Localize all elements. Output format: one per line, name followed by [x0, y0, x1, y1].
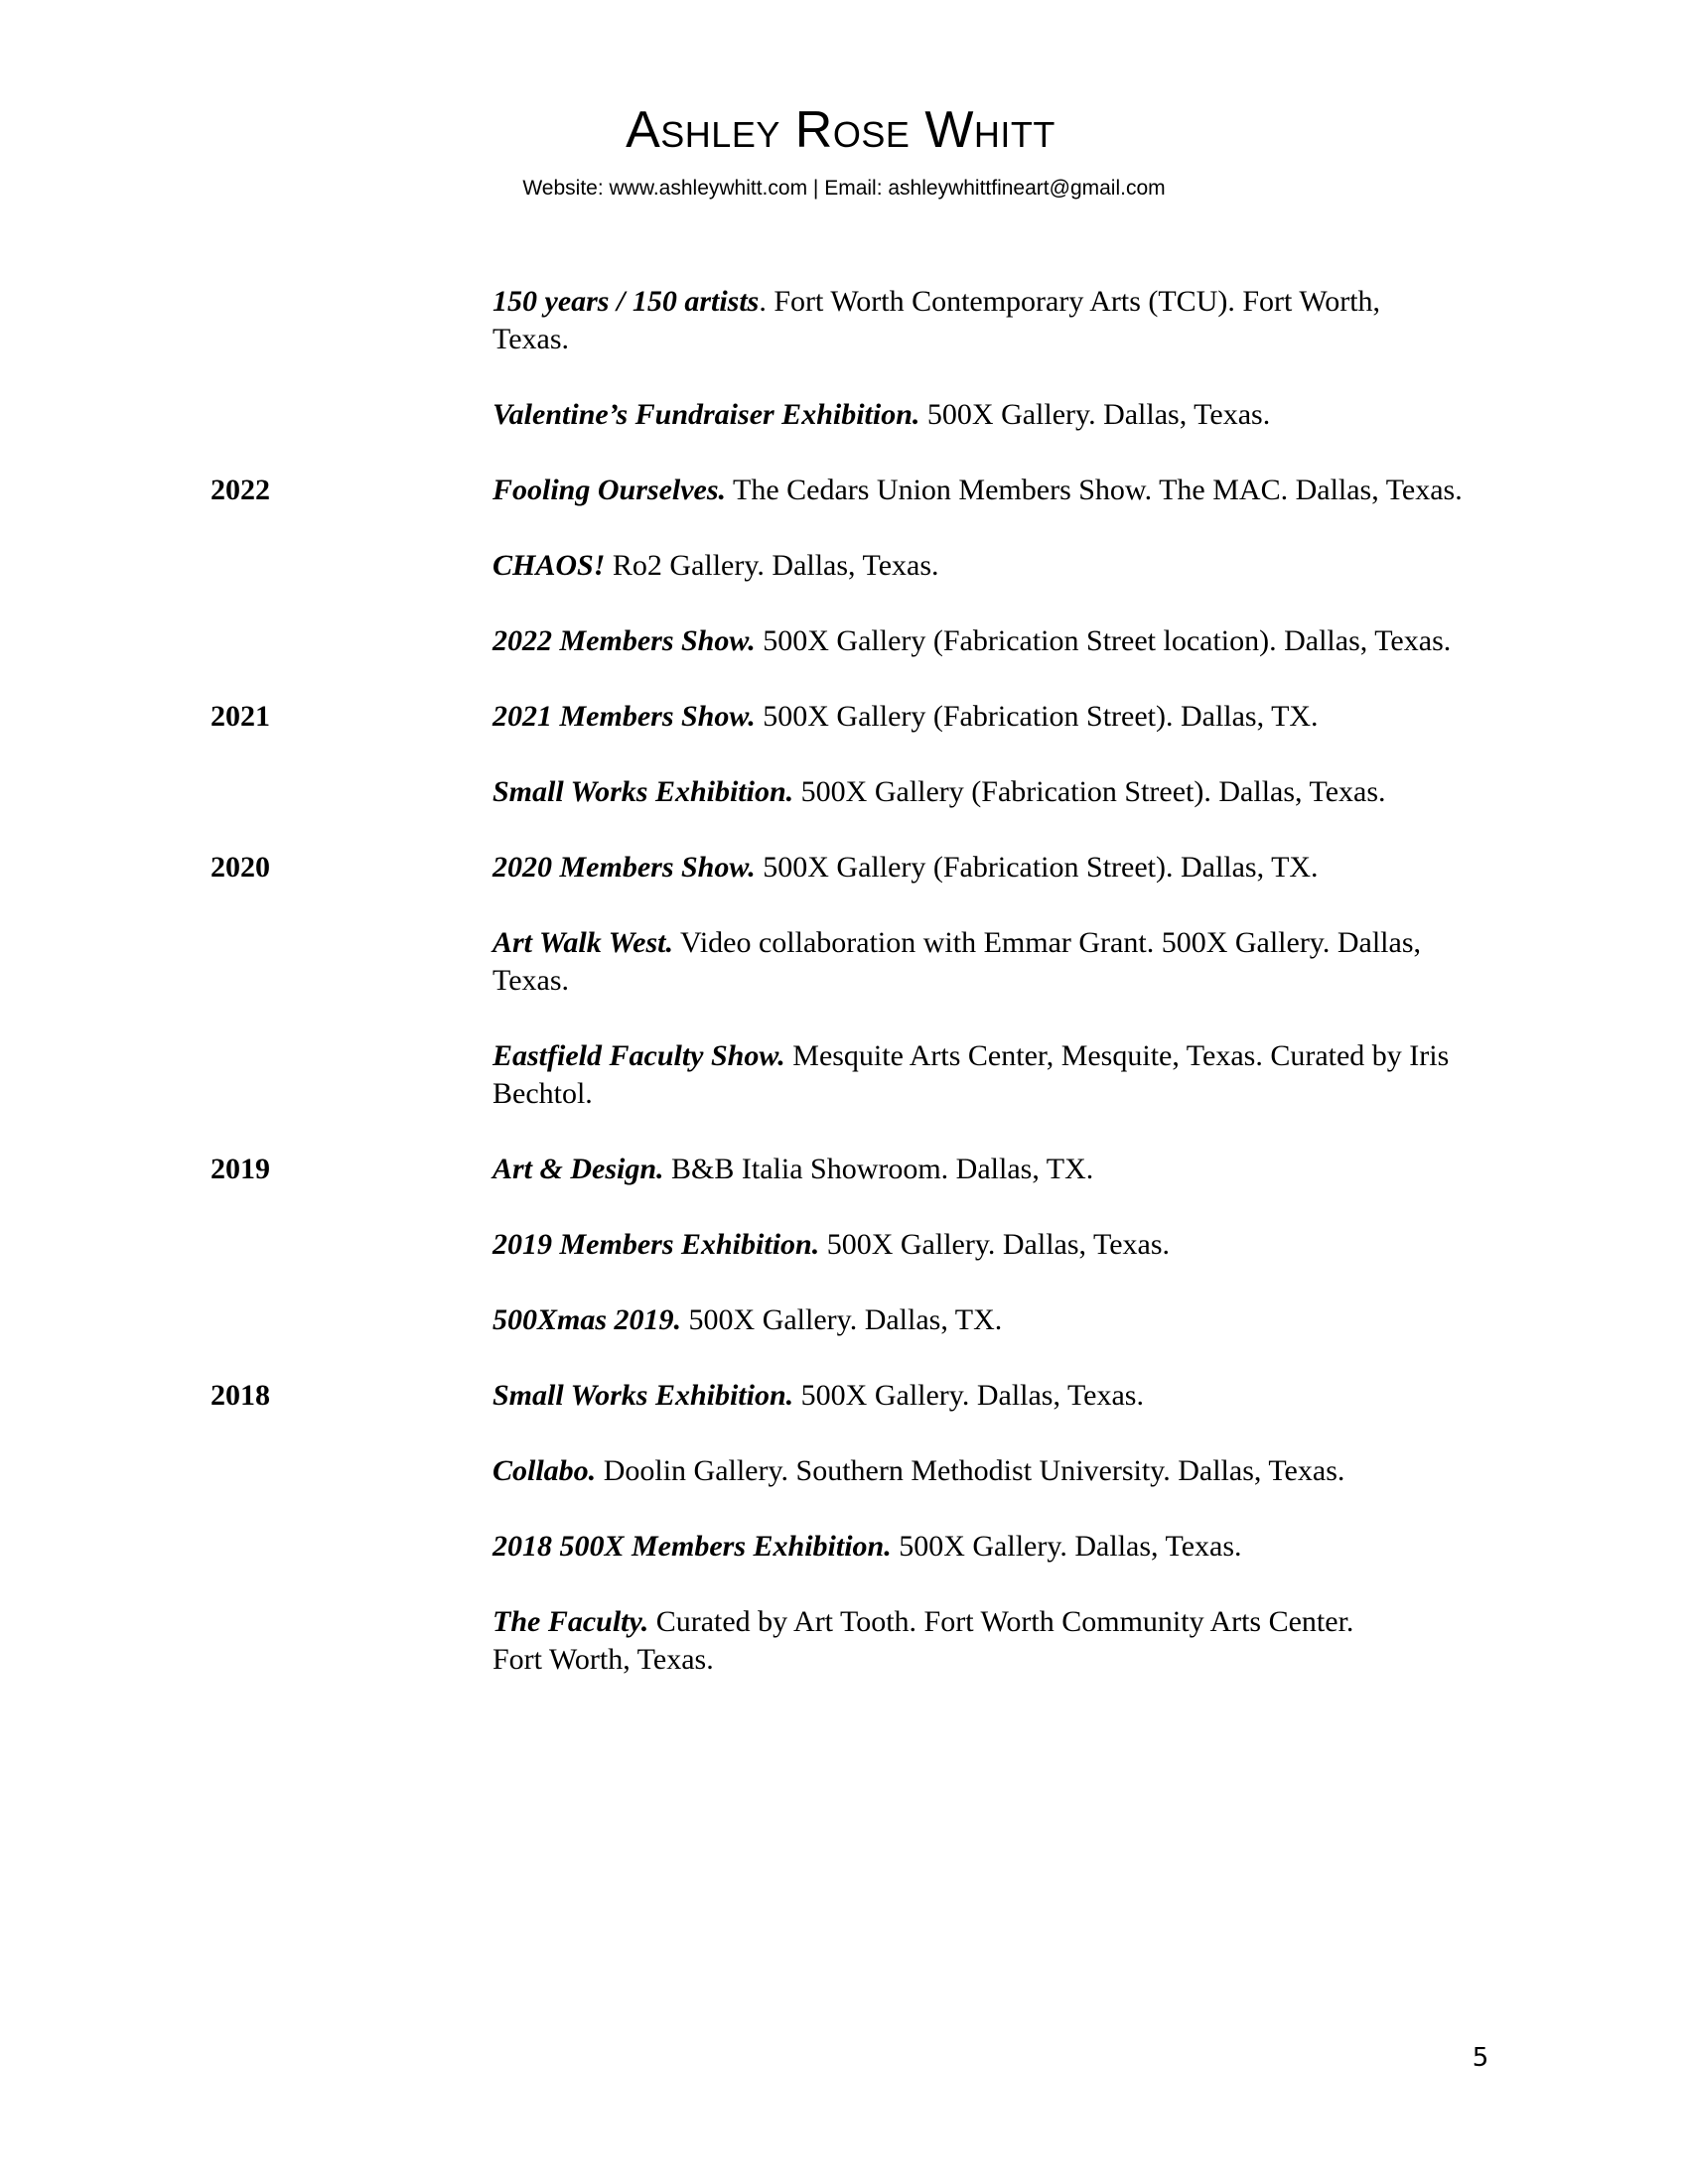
exhibition-text: [492, 1037, 1485, 1113]
exhibition-entry: [0, 1452, 1688, 1490]
exhibition-year: 2018: [211, 1379, 270, 1412]
exhibition-entry: [0, 472, 1688, 509]
exhibition-text: [492, 283, 1386, 358]
exhibition-entry: [0, 1377, 1688, 1415]
exhibition-text: [492, 1603, 1386, 1679]
exhibition-title: CHAOS!: [492, 549, 606, 582]
exhibition-details: 500X Gallery. Dallas, Texas.: [891, 1530, 1242, 1563]
exhibition-text: [492, 773, 1485, 811]
exhibition-title: Valentine’s Fundraiser Exhibition.: [492, 398, 920, 431]
exhibition-text: [492, 1452, 1386, 1490]
exhibition-details: Doolin Gallery. Southern Methodist University. Dallas, Texas.: [596, 1454, 1345, 1487]
exhibition-title: Small Works Exhibition.: [492, 775, 794, 808]
exhibition-details: 500X Gallery. Dallas, Texas.: [793, 1379, 1144, 1412]
exhibition-title: Art Walk West.: [492, 926, 673, 959]
exhibition-title: The Faculty.: [492, 1605, 649, 1638]
exhibition-year: 2021: [211, 700, 270, 733]
exhibition-text: [492, 1377, 1485, 1415]
exhibition-title: 2020 Members Show.: [492, 851, 756, 884]
exhibition-entry: [0, 283, 1688, 358]
exhibition-text: [492, 1528, 1485, 1566]
exhibition-year: 2022: [211, 474, 270, 506]
exhibition-title: 500Xmas 2019.: [492, 1303, 682, 1336]
page-number: 5: [1472, 2043, 1489, 2073]
exhibition-text: [492, 1226, 1485, 1264]
exhibition-details: 500X Gallery (Fabrication Street). Dallas, TX.: [755, 700, 1319, 733]
exhibition-title: 150 years / 150 artists: [492, 285, 760, 318]
exhibition-title: 2018 500X Members Exhibition.: [492, 1530, 892, 1563]
exhibition-details: 500X Gallery. Dallas, Texas.: [919, 398, 1271, 431]
exhibition-entry: [0, 1301, 1688, 1339]
exhibition-details: Video collaboration with Emmar Grant. 500X Gallery. Dallas, Texas.: [492, 926, 1422, 997]
exhibition-list: [0, 283, 1688, 1716]
cv-header: [0, 101, 1688, 200]
exhibition-text: [492, 396, 1485, 434]
exhibition-title: Small Works Exhibition.: [492, 1379, 794, 1412]
exhibition-text: [492, 924, 1485, 1000]
exhibition-entry: [0, 773, 1688, 811]
exhibition-text: [492, 849, 1485, 887]
exhibition-title: 2022 Members Show.: [492, 624, 756, 657]
exhibition-title: Art & Design.: [492, 1153, 664, 1185]
exhibition-title: Collabo.: [492, 1454, 597, 1487]
exhibition-text: [492, 698, 1485, 736]
exhibition-text: [492, 1151, 1485, 1188]
exhibition-entry: [0, 1151, 1688, 1188]
exhibition-entry: [0, 924, 1688, 1000]
exhibition-details: Ro2 Gallery. Dallas, Texas.: [605, 549, 939, 582]
exhibition-entry: [0, 547, 1688, 585]
exhibition-details: 500X Gallery (Fabrication Street location). Dallas, Texas.: [755, 624, 1452, 657]
exhibition-entry: [0, 1226, 1688, 1264]
exhibition-details: Mesquite Arts Center, Mesquite, Texas. Curated by Iris Bechtol.: [492, 1039, 1450, 1110]
exhibition-entry: [0, 622, 1688, 660]
exhibition-details: 500X Gallery (Fabrication Street). Dallas, TX.: [755, 851, 1319, 884]
exhibition-entry: [0, 849, 1688, 887]
exhibition-title: Eastfield Faculty Show.: [492, 1039, 785, 1072]
exhibition-details: . Fort Worth Contemporary Arts (TCU). Fort Worth, Texas.: [492, 285, 1381, 355]
exhibition-year: 2019: [211, 1153, 270, 1185]
exhibition-entry: [0, 1037, 1688, 1113]
exhibition-text: [492, 622, 1485, 660]
exhibition-title: 2019 Members Exhibition.: [492, 1228, 820, 1261]
exhibition-details: 500X Gallery. Dallas, TX.: [681, 1303, 1003, 1336]
exhibition-details: 500X Gallery. Dallas, Texas.: [819, 1228, 1171, 1261]
exhibition-details: 500X Gallery (Fabrication Street). Dallas, Texas.: [793, 775, 1386, 808]
artist-name: Ashley Rose Whitt: [626, 101, 1055, 159]
exhibition-details: Curated by Art Tooth. Fort Worth Community Arts Center. Fort Worth, Texas.: [492, 1605, 1354, 1676]
exhibition-entry: [0, 1603, 1688, 1679]
exhibition-title: 2021 Members Show.: [492, 700, 756, 733]
exhibition-text: [492, 472, 1485, 509]
exhibition-details: The Cedars Union Members Show. The MAC. Dallas, Texas.: [726, 474, 1463, 506]
exhibition-entry: [0, 698, 1688, 736]
exhibition-text: [492, 1301, 1485, 1339]
exhibition-details: B&B Italia Showroom. Dallas, TX.: [663, 1153, 1094, 1185]
exhibition-entry: [0, 1528, 1688, 1566]
exhibition-title: Fooling Ourselves.: [492, 474, 727, 506]
exhibition-text: [492, 547, 1485, 585]
exhibition-entry: [0, 396, 1688, 434]
contact-line: Website: www.ashleywhitt.com | Email: ashleywhittfineart@gmail.com: [522, 177, 1166, 200]
exhibition-year: 2020: [211, 851, 270, 884]
